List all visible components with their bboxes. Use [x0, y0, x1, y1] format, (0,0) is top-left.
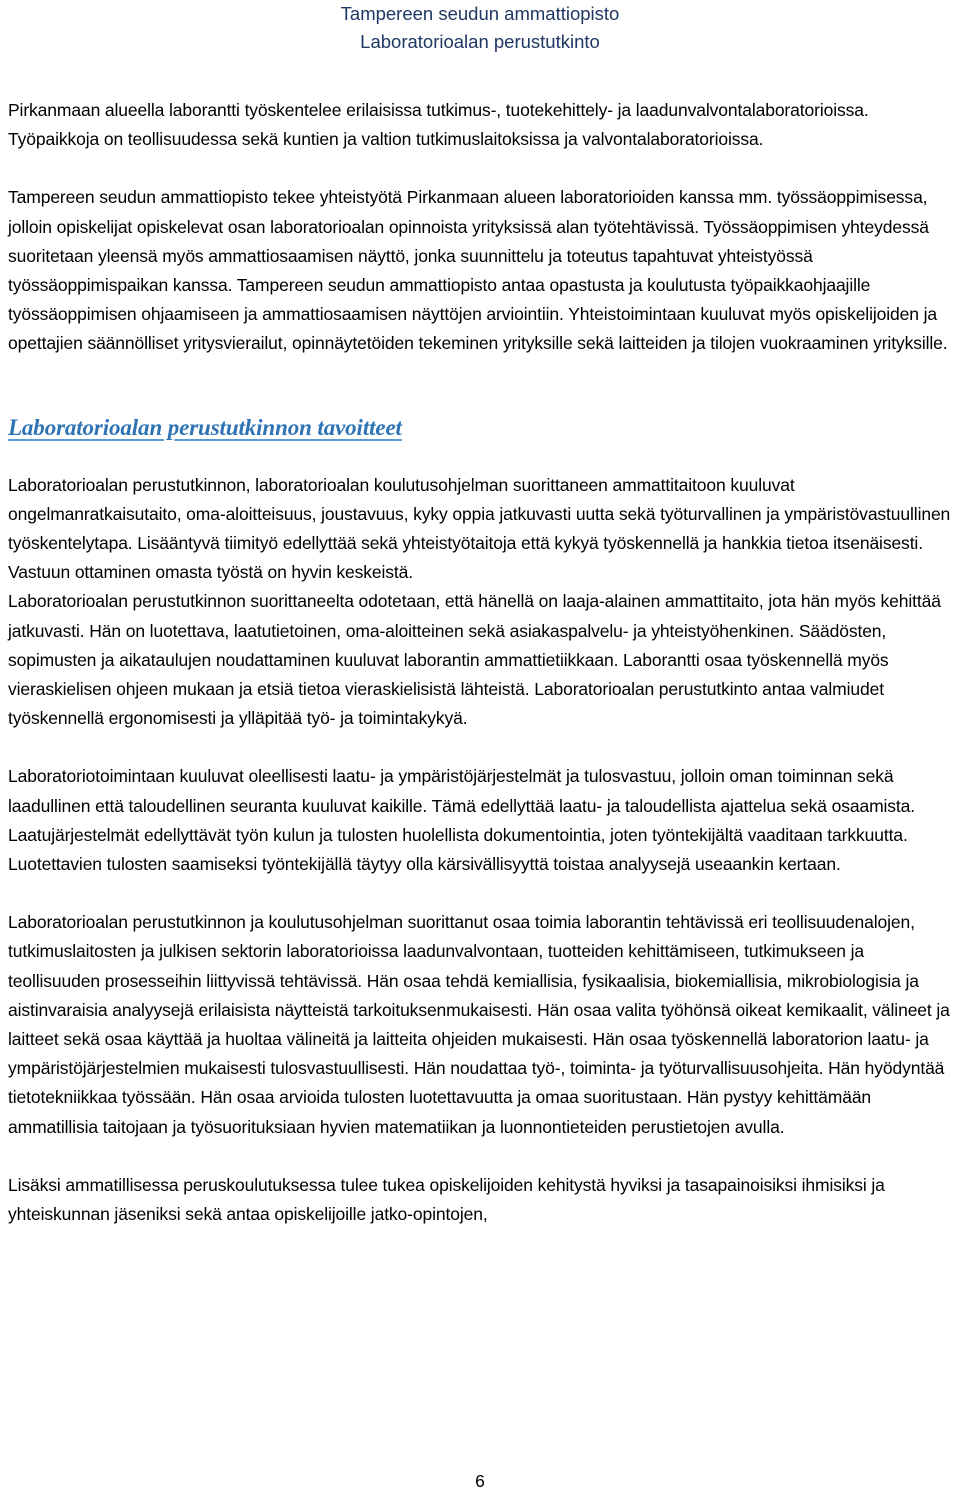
document-body: [8, 96, 956, 1229]
section-paragraph-4: Laboratorioalan perustutkinnon ja koulutusohjelman suorittanut osaa toimia laborantin tehtävissä eri teollisuudenalojen, tutkimuslaitosten ja julkisen sektorin laboratorioissa laadunvalvontaan, tuotteiden kehittämiseen, tutkimukseen ja teollisuuden prosesseihin liittyvissä tehtävissä. Hän osaa tehdä kemiallisia, fysikaalisia, biokemiallisia, mikrobiologisia ja aistinvaraisia analyysejä erilaisista näytteistä tarkoituksenmukaisesti. Hän osaa valita työhönsä oikeat kemikaalit, välineet ja laitteet sekä osaa käyttää ja huoltaa välineitä ja laitteita ohjeiden mukaisesti. Hän osaa työskennellä laboratorion laatu- ja ympäristöjärjestelmien mukaisesti tulosvastuullisesti. Hän noudattaa työ-, toiminta- ja työturvallisuusohjeita. Hän hyödyntää tietotekniikkaa työssään. Hän osaa arvioida tulosten luotettavuutta ja omaa suoritustaan. Hän pystyy kehittämään ammatillisia taitojaan ja työsuorituksiaan hyvien matematiikan ja luonnontieteiden perustietojen avulla.: [8, 912, 950, 1137]
paragraph-gap: [8, 879, 956, 908]
section-heading-text: Laboratorioalan perustutkinnon tavoitteet: [8, 414, 402, 440]
paragraph-gap: [8, 733, 956, 762]
section-heading: [8, 413, 956, 443]
page-header: [0, 0, 960, 56]
intro-paragraph-2: Tampereen seudun ammattiopisto tekee yhteistyötä Pirkanmaan alueen laboratorioiden kanssa mm. työssäoppimisessa, jolloin opiskelijat opiskelevat osan laboratorioalan opinnoista yrityksissä alan työtehtävissä. Työssäoppimisen yhteydessä suoritetaan yleensä myös ammattiosaamisen näyttö, jonka suunnittelu ja toteutus tapahtuvat yhteistyössä työssäoppimispaikan kanssa. Tampereen seudun ammattiopisto antaa opastusta ja koulutusta työpaikkaohjaajille työssäoppimisen ohjaamiseen ja ammattiosaamisen näyttöjen arviointiin. Yhteistoimintaan kuuluvat myös opiskelijoiden ja opettajien säännölliset yritysvierailut, opinnäytetöiden tekeminen yrityksille sekä laitteiden ja tilojen vuokraaminen yrityksille.: [8, 187, 948, 354]
section-paragraph-2: Laboratorioalan perustutkinnon suorittaneelta odotetaan, että hänellä on laaja-alainen ammattitaito, jota hän myös kehittää jatkuvasti. Hän on luotettava, laatutietoinen, oma-aloitteinen sekä asiakaspalvelu- ja yhteistyöhenkinen. Säädösten, sopimusten ja aikataulujen noudattaminen kuuluvat laborantin ammattietiikkaan. Laborantti osaa työskennellä myös vieraskielisen ohjeen mukaan ja etsiä tietoa vieraskielisistä lähteistä. Laboratorioalan perustutkinto antaa valmiudet työskennellä ergonomisesti ja ylläpitää työ- ja toimintakykyä.: [8, 591, 941, 729]
page-number: 6: [475, 1471, 485, 1491]
section-paragraph-1: Laboratorioalan perustutkinnon, laboratorioalan koulutusohjelman suorittaneen ammattitaitoon kuuluvat ongelmanratkaisutaito, oma-aloitteisuus, joustavuus, kyky oppia jatkuvasti uutta sekä työturvallinen ja ympäristövastuullinen työskentelytapa. Lisääntyvä tiimityö edellyttää sekä yhteistyötaitoja että kykyä työskennellä ja hankkia tietoa itsenäisesti. Vastuun ottaminen omasta työstä on hyvin keskeistä.: [8, 474, 951, 583]
header-degree-name: Laboratorioalan perustutkinto: [360, 31, 600, 52]
header-school-name: Tampereen seudun ammattiopisto: [340, 3, 620, 24]
paragraph-gap: [8, 1142, 956, 1171]
section-paragraph-3: Laboratoriotoimintaan kuuluvat oleellisesti laatu- ja ympäristöjärjestelmät ja tulosvastuu, jolloin oman toiminnan sekä laadullinen että taloudellinen seuranta kuuluvat kaikille. Tämä edellyttää laatu- ja taloudellista ajattelua sekä osaamista. Laatujärjestelmät edellyttävät työn kulun ja tulosten huolellista dokumentointia, joten työntekijältä vaaditaan tarkkuutta. Luotettavien tulosten saamiseksi työntekijällä täytyy olla kärsivällisyyttä toistaa analyysejä useaankin kertaan.: [8, 766, 916, 875]
intro-paragraph-1: Pirkanmaan alueella laborantti työskentelee erilaisissa tutkimus-, tuotekehittely- ja laadunvalvontalaboratorioissa. Työpaikkoja on teollisuudessa sekä kuntien ja valtion tutkimuslaitoksissa ja valvontalaboratorioissa.: [8, 100, 869, 150]
paragraph-gap: [8, 154, 956, 183]
section-paragraph-5: Lisäksi ammatillisessa peruskoulutuksessa tulee tukea opiskelijoiden kehitystä hyviksi ja tasapainoisiksi ihmisiksi ja yhteiskunnan jäseniksi sekä antaa opiskelijoille jatko-opintojen,: [8, 1174, 885, 1225]
